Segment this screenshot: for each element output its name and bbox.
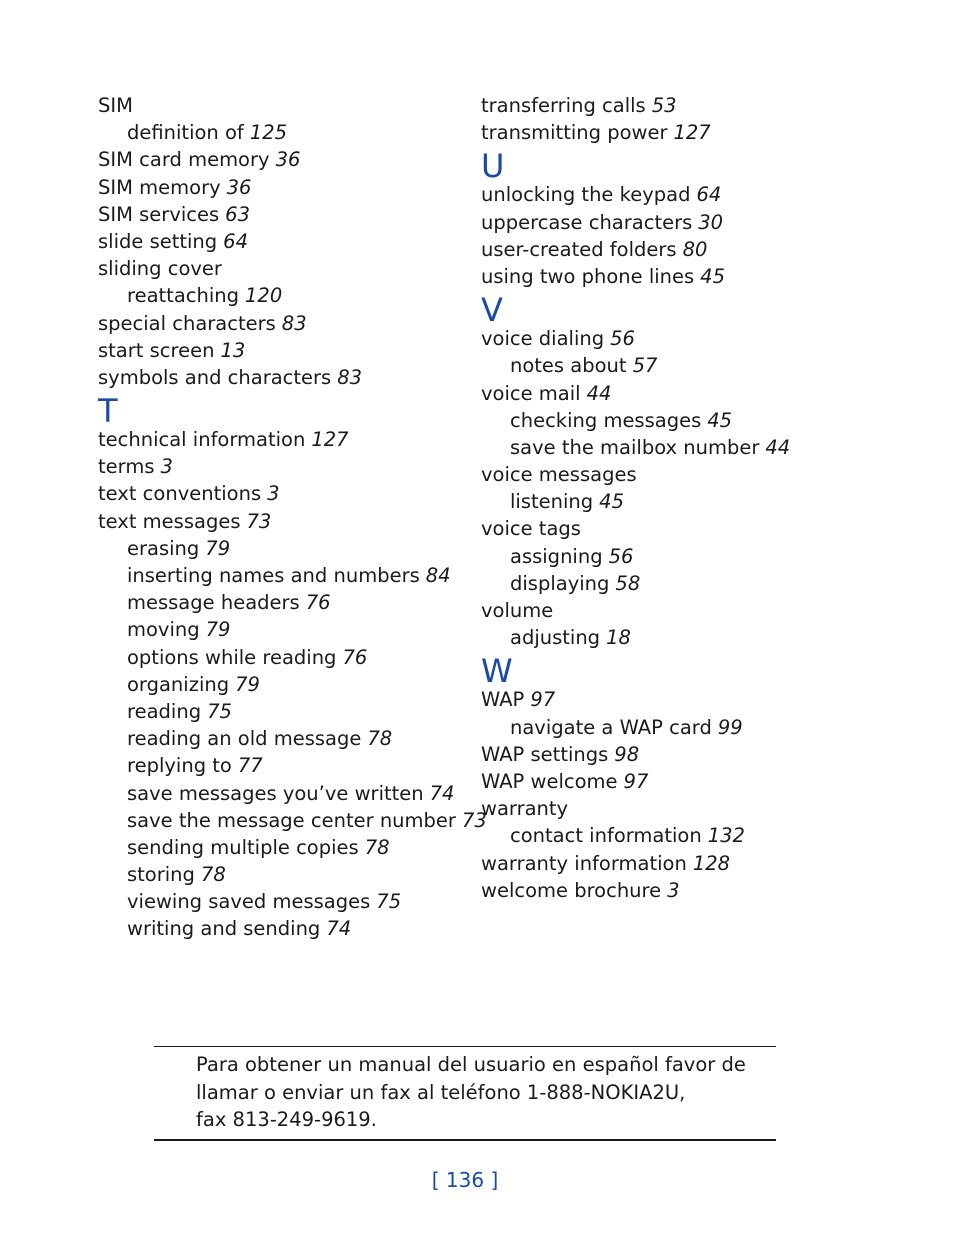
entry-term: transmitting power	[481, 121, 668, 145]
page-number: [ 136 ]	[431, 1168, 499, 1192]
entry-term: user-created folders	[481, 237, 677, 261]
entry-page-number: 45	[700, 264, 725, 288]
entry-page-number: 97	[623, 769, 649, 793]
index-subentry	[98, 562, 478, 589]
index-entry	[481, 850, 861, 877]
entry-term: replying to	[127, 754, 232, 778]
index-column-left	[98, 92, 487, 943]
entry-page-number: 64	[696, 183, 722, 207]
entry-page-number: 57	[632, 354, 658, 378]
entry-page-number: 3	[160, 455, 173, 479]
index-subentry	[98, 725, 478, 752]
entry-term: displaying	[510, 571, 610, 595]
index-entry	[98, 426, 478, 453]
section-letter-w: W	[481, 652, 513, 691]
index-subentry	[481, 434, 861, 461]
entry-term: SIM services	[98, 202, 220, 226]
entry-page-number: 79	[235, 672, 260, 696]
index-entry	[98, 174, 478, 201]
entry-page-number: 3	[267, 482, 280, 506]
entry-page-number: 78	[200, 863, 226, 887]
index-subentry	[98, 888, 478, 915]
entry-term: sending multiple copies	[127, 835, 359, 859]
entry-term: save messages you’ve written	[127, 781, 424, 805]
index-subentry	[98, 119, 478, 146]
entry-term: welcome brochure	[481, 878, 662, 902]
entry-page-number: 127	[311, 428, 349, 452]
entry-term: navigate a WAP card	[510, 715, 712, 739]
entry-page-number: 45	[599, 490, 624, 514]
entry-term: WAP welcome	[481, 769, 618, 793]
entry-page-number: 125	[249, 121, 288, 145]
entry-term: SIM card memory	[98, 148, 270, 172]
entry-term: moving	[127, 618, 200, 642]
entries-w	[481, 686, 861, 904]
entry-term: options while reading	[127, 645, 337, 669]
entry-term: save the message center number	[127, 808, 456, 832]
entry-term: unlocking the keypad	[481, 183, 691, 207]
entry-page-number: 76	[342, 645, 368, 669]
entry-page-number: 97	[530, 688, 556, 712]
entry-page-number: 120	[245, 284, 283, 308]
note-text	[196, 1051, 766, 1134]
entry-page-number: 76	[305, 591, 331, 615]
entry-term: organizing	[127, 672, 230, 696]
entry-page-number: 44	[586, 381, 612, 405]
entry-page-number: 18	[606, 626, 631, 650]
entry-term: definition of	[127, 121, 244, 145]
entries-v	[481, 325, 861, 651]
index-subentry	[481, 624, 861, 651]
index-subentry	[98, 915, 478, 942]
entry-term: symbols and characters	[98, 365, 332, 389]
entry-term: transferring calls	[481, 94, 646, 117]
entry-term: special characters	[98, 311, 276, 335]
index-subentry	[98, 698, 478, 725]
entry-term: slide setting	[98, 229, 218, 253]
entry-term: voice mail	[481, 381, 581, 405]
entry-term: warranty information	[481, 851, 687, 875]
entry-term: uppercase characters	[481, 210, 693, 234]
entry-term: message headers	[127, 591, 300, 615]
index-entry	[481, 597, 861, 624]
index-entry	[481, 181, 861, 208]
entries-t-cont	[481, 92, 861, 146]
entry-page-number: 56	[608, 544, 634, 568]
entry-page-number: 83	[337, 365, 363, 389]
index-entry	[481, 768, 861, 795]
index-subentry	[98, 644, 478, 671]
index-entry	[481, 795, 861, 822]
entry-term: using two phone lines	[481, 264, 695, 288]
entry-page-number: 98	[614, 742, 640, 766]
index-entry	[98, 337, 478, 364]
entry-page-number: 75	[376, 890, 402, 914]
note-line-3: fax 813-249-9619.	[196, 1108, 377, 1131]
entry-term: technical information	[98, 428, 306, 452]
index-entry	[481, 380, 861, 407]
entry-page-number: 45	[707, 408, 733, 432]
index-entry	[98, 201, 478, 228]
entry-term: voice dialing	[481, 327, 605, 351]
entry-term: writing and sending	[127, 917, 321, 941]
index-subentry	[98, 589, 478, 616]
entry-term: contact information	[510, 824, 702, 848]
entry-page-number: 64	[223, 229, 248, 253]
entry-page-number: 132	[707, 824, 745, 848]
index-entry	[481, 236, 861, 263]
section-letter-v: V	[481, 291, 503, 330]
entry-page-number: 36	[226, 175, 252, 199]
index-entry	[98, 364, 478, 391]
entry-page-number: 56	[610, 327, 635, 351]
note-line-2: llamar o enviar un fax al teléfono 1-888-NOKIA2U,	[196, 1080, 686, 1104]
index-subentry	[481, 822, 861, 849]
index-subentry	[481, 407, 861, 434]
index-subentry	[481, 488, 861, 515]
index-column-right	[481, 92, 861, 904]
entry-page-number: 77	[237, 754, 263, 778]
index-entry	[98, 310, 478, 337]
index-entry	[98, 453, 478, 480]
entry-term: save the mailbox number	[510, 435, 760, 459]
entry-term: inserting names and numbers	[127, 564, 420, 587]
index-subentry	[98, 807, 487, 834]
spanish-manual-note	[154, 1046, 776, 1141]
index-entry	[481, 325, 861, 352]
entry-page-number: 53	[651, 94, 677, 117]
entry-page-number: 58	[615, 571, 641, 595]
entry-page-number: 13	[220, 338, 246, 362]
index-subentry	[481, 714, 861, 741]
entry-term: start screen	[98, 338, 215, 362]
entry-term: checking messages	[510, 408, 702, 432]
index-entry	[481, 119, 861, 146]
entry-term: text messages	[98, 509, 241, 533]
index-entry	[98, 255, 478, 282]
index-entry	[481, 92, 861, 119]
entries-u	[481, 181, 861, 290]
entry-term: listening	[510, 490, 594, 514]
entry-page-number: 78	[364, 835, 390, 859]
entry-term: viewing saved messages	[127, 890, 371, 914]
index-subentry	[98, 671, 478, 698]
entry-page-number: 73	[461, 808, 487, 832]
index-entry	[98, 92, 478, 119]
entry-page-number: 78	[367, 727, 393, 751]
entry-term: WAP	[481, 688, 525, 712]
entry-term: volume	[481, 599, 554, 622]
entry-term: reattaching	[127, 284, 240, 308]
index-entry	[98, 228, 478, 255]
entry-term: SIM memory	[98, 175, 221, 199]
entry-page-number: 127	[673, 121, 711, 145]
entry-term: storing	[127, 863, 195, 887]
index-subentry	[98, 780, 478, 807]
index-entry	[481, 686, 861, 713]
entry-page-number: 99	[717, 715, 743, 739]
index-subentry	[481, 352, 861, 379]
entry-page-number: 75	[207, 699, 232, 723]
index-subentry	[98, 861, 478, 888]
entry-term: SIM	[98, 94, 133, 117]
entry-page-number: 73	[246, 509, 272, 533]
entry-term: voice tags	[481, 517, 581, 541]
entry-term: erasing	[127, 536, 200, 560]
index-subentry	[98, 752, 478, 779]
entry-term: text conventions	[98, 482, 262, 506]
entry-page-number: 74	[326, 917, 352, 941]
index-subentry	[98, 282, 478, 309]
entry-page-number: 79	[205, 536, 231, 560]
entry-page-number: 74	[429, 781, 455, 805]
entries-s	[98, 92, 478, 391]
entry-term: warranty	[481, 797, 569, 821]
entry-term: terms	[98, 455, 155, 479]
entry-page-number: 63	[225, 202, 250, 226]
entries-t	[98, 426, 487, 943]
index-entry	[481, 741, 861, 768]
index-subentry	[98, 834, 478, 861]
entry-term: notes about	[510, 354, 627, 378]
index-entry	[98, 480, 478, 507]
entry-page-number: 3	[667, 878, 680, 902]
entry-term: reading an old message	[127, 727, 362, 751]
entry-page-number: 84	[425, 564, 451, 587]
index-subentry	[98, 616, 478, 643]
index-entry	[481, 209, 861, 236]
index-subentry	[98, 535, 478, 562]
note-line-1: Para obtener un manual del usuario en español favor de	[196, 1053, 746, 1076]
entry-page-number: 128	[692, 851, 731, 875]
entry-term: adjusting	[510, 626, 601, 650]
index-entry	[98, 146, 478, 173]
index-entry	[481, 263, 861, 290]
entry-page-number: 80	[682, 237, 708, 261]
entry-term: assigning	[510, 544, 603, 568]
entry-page-number: 83	[281, 311, 307, 335]
entry-term: WAP settings	[481, 742, 609, 766]
entry-page-number: 44	[765, 435, 791, 459]
entry-page-number: 79	[205, 618, 231, 642]
section-letter-u: U	[481, 147, 505, 186]
index-entry	[481, 877, 861, 904]
index-subentry	[481, 543, 861, 570]
entry-term: sliding cover	[98, 257, 222, 281]
index-subentry	[481, 570, 861, 597]
section-letter-t: T	[98, 392, 118, 431]
entry-term: reading	[127, 699, 202, 723]
index-entry	[481, 461, 861, 488]
entry-page-number: 36	[275, 148, 301, 172]
entry-page-number: 30	[698, 210, 724, 234]
index-entry	[98, 508, 478, 535]
entry-term: voice messages	[481, 463, 637, 487]
index-entry	[481, 515, 861, 542]
